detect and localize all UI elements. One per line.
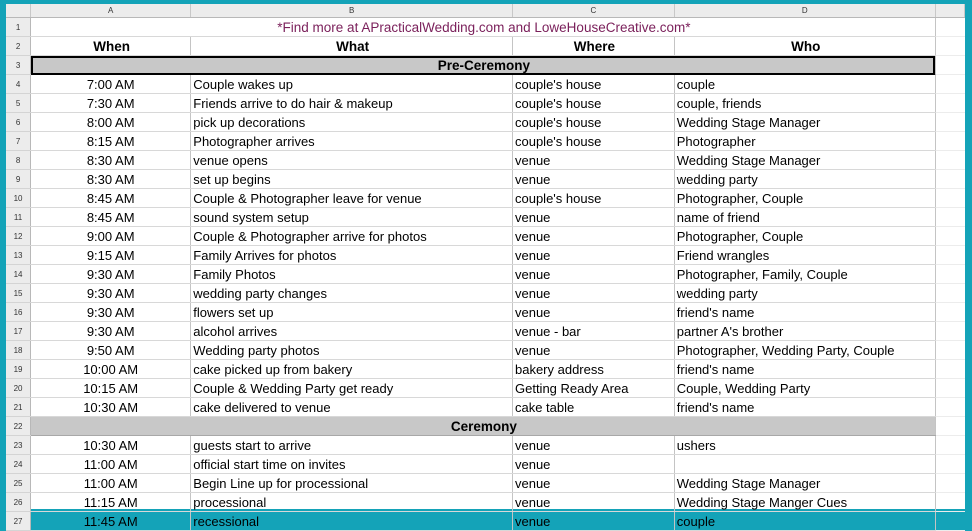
table-row xyxy=(6,436,965,455)
table-row xyxy=(6,75,965,94)
what-cell[interactable]: Begin Line up for processional xyxy=(191,474,513,493)
empty-cell[interactable] xyxy=(935,208,964,227)
row-header[interactable]: 18 xyxy=(6,341,31,360)
column-header-b[interactable]: B xyxy=(191,4,513,18)
where-cell[interactable]: venue xyxy=(512,208,674,227)
row-header[interactable]: 7 xyxy=(6,132,31,151)
who-cell[interactable]: Wedding Stage Manger Cues xyxy=(674,493,935,512)
what-cell[interactable]: Wedding party photos xyxy=(191,341,513,360)
who-cell[interactable]: wedding party xyxy=(674,284,935,303)
column-header-a[interactable]: A xyxy=(31,4,191,18)
row-header[interactable]: 4 xyxy=(6,75,31,94)
table-row xyxy=(6,474,965,493)
when-cell[interactable]: 8:00 AM xyxy=(31,113,191,132)
column-header-c[interactable]: C xyxy=(512,4,674,18)
when-cell[interactable]: 8:45 AM xyxy=(31,208,191,227)
when-cell[interactable]: 8:30 AM xyxy=(31,170,191,189)
when-cell[interactable]: 9:30 AM xyxy=(31,265,191,284)
table-row xyxy=(6,113,965,132)
row-header[interactable]: 23 xyxy=(6,436,31,455)
who-cell[interactable]: friend's name xyxy=(674,360,935,379)
empty-cell[interactable] xyxy=(935,341,964,360)
row-header[interactable]: 27 xyxy=(6,512,31,531)
where-cell[interactable]: venue xyxy=(512,284,674,303)
when-cell[interactable]: 10:00 AM xyxy=(31,360,191,379)
table-row xyxy=(6,341,965,360)
what-cell[interactable]: Photographer arrives xyxy=(191,132,513,151)
promo-cell[interactable]: *Find more at APracticalWedding.com and LoweHouseCreative.com* xyxy=(31,18,936,37)
what-cell[interactable]: Family Photos xyxy=(191,265,513,284)
who-cell[interactable]: couple xyxy=(674,75,935,94)
empty-cell[interactable] xyxy=(935,170,964,189)
empty-cell[interactable] xyxy=(935,398,964,417)
row-header[interactable]: 11 xyxy=(6,208,31,227)
table-row xyxy=(6,303,965,322)
where-cell[interactable]: venue xyxy=(512,436,674,455)
empty-cell[interactable] xyxy=(935,379,964,398)
when-cell[interactable]: 8:45 AM xyxy=(31,189,191,208)
what-cell[interactable]: guests start to arrive xyxy=(191,436,513,455)
when-cell[interactable]: 7:30 AM xyxy=(31,94,191,113)
who-cell[interactable]: partner A's brother xyxy=(674,322,935,341)
empty-cell[interactable] xyxy=(935,360,964,379)
table-row xyxy=(6,227,965,246)
table-row xyxy=(6,208,965,227)
empty-cell[interactable] xyxy=(935,436,964,455)
where-cell[interactable]: venue xyxy=(512,170,674,189)
when-cell[interactable]: 8:15 AM xyxy=(31,132,191,151)
what-cell[interactable]: wedding party changes xyxy=(191,284,513,303)
empty-cell[interactable] xyxy=(935,227,964,246)
row-header[interactable]: 6 xyxy=(6,113,31,132)
where-cell[interactable]: Getting Ready Area xyxy=(512,379,674,398)
row-header[interactable]: 1 xyxy=(6,18,31,37)
where-cell[interactable]: venue xyxy=(512,303,674,322)
table-header-row xyxy=(6,37,965,56)
row-header[interactable]: 21 xyxy=(6,398,31,417)
table-row xyxy=(6,284,965,303)
what-cell[interactable]: Couple & Wedding Party get ready xyxy=(191,379,513,398)
empty-cell[interactable] xyxy=(935,284,964,303)
column-header-e[interactable] xyxy=(935,4,964,18)
where-cell[interactable]: venue xyxy=(512,493,674,512)
where-cell[interactable]: venue xyxy=(512,455,674,474)
table-row xyxy=(6,94,965,113)
row-header[interactable]: 22 xyxy=(6,417,31,436)
when-cell[interactable]: 11:15 AM xyxy=(31,493,191,512)
spreadsheet-window xyxy=(6,4,965,529)
empty-cell[interactable] xyxy=(935,18,964,37)
what-cell[interactable]: Couple wakes up xyxy=(191,75,513,94)
when-cell[interactable]: 9:30 AM xyxy=(31,284,191,303)
where-cell[interactable]: couple's house xyxy=(512,113,674,132)
where-cell[interactable]: venue xyxy=(512,265,674,284)
table-row xyxy=(6,455,965,474)
when-cell[interactable]: 8:30 AM xyxy=(31,151,191,170)
who-cell[interactable]: Friend wrangles xyxy=(674,246,935,265)
empty-cell[interactable] xyxy=(935,265,964,284)
table-row xyxy=(6,170,965,189)
where-cell[interactable]: couple's house xyxy=(512,189,674,208)
who-cell[interactable]: wedding party xyxy=(674,170,935,189)
what-cell[interactable]: sound system setup xyxy=(191,208,513,227)
empty-cell[interactable] xyxy=(935,417,964,436)
row-header[interactable]: 8 xyxy=(6,151,31,170)
what-cell[interactable]: pick up decorations xyxy=(191,113,513,132)
when-cell[interactable]: 10:30 AM xyxy=(31,398,191,417)
where-cell[interactable]: cake table xyxy=(512,398,674,417)
who-cell[interactable]: ushers xyxy=(674,436,935,455)
who-cell[interactable]: name of friend xyxy=(674,208,935,227)
empty-cell[interactable] xyxy=(935,474,964,493)
who-cell[interactable]: Photographer, Wedding Party, Couple xyxy=(674,341,935,360)
what-cell[interactable]: Couple & Photographer arrive for photos xyxy=(191,227,513,246)
table-row xyxy=(6,360,965,379)
who-cell[interactable]: Photographer xyxy=(674,132,935,151)
row-header[interactable]: 16 xyxy=(6,303,31,322)
empty-cell[interactable] xyxy=(935,493,964,512)
what-cell[interactable]: cake picked up from bakery xyxy=(191,360,513,379)
row-header[interactable]: 3 xyxy=(6,56,31,75)
when-cell[interactable]: 9:50 AM xyxy=(31,341,191,360)
empty-cell[interactable] xyxy=(935,56,964,75)
header-who[interactable]: Who xyxy=(674,37,935,56)
where-cell[interactable]: bakery address xyxy=(512,360,674,379)
what-cell[interactable]: alcohol arrives xyxy=(191,322,513,341)
row-header[interactable]: 9 xyxy=(6,170,31,189)
who-cell[interactable]: Photographer, Couple xyxy=(674,227,935,246)
row-header[interactable]: 26 xyxy=(6,493,31,512)
empty-cell[interactable] xyxy=(935,37,964,56)
what-cell[interactable]: Friends arrive to do hair & makeup xyxy=(191,94,513,113)
header-where[interactable]: Where xyxy=(512,37,674,56)
who-cell[interactable]: Wedding Stage Manager xyxy=(674,113,935,132)
table-row xyxy=(6,246,965,265)
table-row xyxy=(6,322,965,341)
who-cell[interactable]: couple xyxy=(674,512,935,531)
where-cell[interactable]: venue xyxy=(512,474,674,493)
row-header[interactable]: 5 xyxy=(6,94,31,113)
who-cell[interactable]: Photographer, Family, Couple xyxy=(674,265,935,284)
table-row xyxy=(6,379,965,398)
when-cell[interactable]: 11:00 AM xyxy=(31,455,191,474)
column-header-row xyxy=(6,4,965,18)
section-row xyxy=(6,417,965,436)
empty-cell[interactable] xyxy=(935,303,964,322)
empty-cell[interactable] xyxy=(935,75,964,94)
table-row xyxy=(6,512,965,531)
spreadsheet-grid xyxy=(6,4,965,531)
empty-cell[interactable] xyxy=(935,512,964,531)
row-header[interactable]: 17 xyxy=(6,322,31,341)
who-cell[interactable]: friend's name xyxy=(674,398,935,417)
empty-cell[interactable] xyxy=(935,455,964,474)
when-cell[interactable]: 9:15 AM xyxy=(31,246,191,265)
where-cell[interactable]: venue - bar xyxy=(512,322,674,341)
empty-cell[interactable] xyxy=(935,94,964,113)
row-header[interactable]: 19 xyxy=(6,360,31,379)
what-cell[interactable]: venue opens xyxy=(191,151,513,170)
section-heading[interactable]: Ceremony xyxy=(31,417,936,436)
table-row xyxy=(6,189,965,208)
empty-cell[interactable] xyxy=(935,322,964,341)
row-header[interactable]: 15 xyxy=(6,284,31,303)
where-cell[interactable]: venue xyxy=(512,512,674,531)
what-cell[interactable]: Couple & Photographer leave for venue xyxy=(191,189,513,208)
table-row xyxy=(6,151,965,170)
what-cell[interactable]: Family Arrives for photos xyxy=(191,246,513,265)
who-cell[interactable]: couple, friends xyxy=(674,94,935,113)
where-cell[interactable]: couple's house xyxy=(512,75,674,94)
when-cell[interactable]: 9:00 AM xyxy=(31,227,191,246)
who-cell[interactable]: Wedding Stage Manager xyxy=(674,474,935,493)
header-what[interactable]: What xyxy=(191,37,513,56)
who-cell[interactable]: Wedding Stage Manager xyxy=(674,151,935,170)
row-header[interactable]: 10 xyxy=(6,189,31,208)
table-row xyxy=(6,493,965,512)
select-all-corner[interactable] xyxy=(6,4,31,18)
row-header[interactable]: 12 xyxy=(6,227,31,246)
what-cell[interactable]: recessional xyxy=(191,512,513,531)
table-row xyxy=(6,398,965,417)
empty-cell[interactable] xyxy=(935,189,964,208)
when-cell[interactable]: 7:00 AM xyxy=(31,75,191,94)
row-header[interactable]: 20 xyxy=(6,379,31,398)
column-header-d[interactable]: D xyxy=(674,4,935,18)
header-when[interactable]: When xyxy=(31,37,191,56)
promo-row xyxy=(6,18,965,37)
when-cell[interactable]: 9:30 AM xyxy=(31,303,191,322)
what-cell[interactable]: set up begins xyxy=(191,170,513,189)
empty-cell[interactable] xyxy=(935,151,964,170)
what-cell[interactable]: flowers set up xyxy=(191,303,513,322)
when-cell[interactable]: 10:15 AM xyxy=(31,379,191,398)
where-cell[interactable]: couple's house xyxy=(512,132,674,151)
where-cell[interactable]: venue xyxy=(512,246,674,265)
row-header[interactable]: 2 xyxy=(6,37,31,56)
what-cell[interactable]: processional xyxy=(191,493,513,512)
what-cell[interactable]: official start time on invites xyxy=(191,455,513,474)
where-cell[interactable]: venue xyxy=(512,227,674,246)
when-cell[interactable]: 9:30 AM xyxy=(31,322,191,341)
what-cell[interactable]: cake delivered to venue xyxy=(191,398,513,417)
who-cell[interactable]: Couple, Wedding Party xyxy=(674,379,935,398)
section-heading[interactable]: Pre-Ceremony xyxy=(31,56,936,75)
when-cell[interactable]: 11:00 AM xyxy=(31,474,191,493)
when-cell[interactable]: 11:45 AM xyxy=(31,512,191,531)
table-row xyxy=(6,132,965,151)
row-header[interactable]: 25 xyxy=(6,474,31,493)
where-cell[interactable]: couple's house xyxy=(512,94,674,113)
when-cell[interactable]: 10:30 AM xyxy=(31,436,191,455)
who-cell[interactable]: friend's name xyxy=(674,303,935,322)
row-header[interactable]: 24 xyxy=(6,455,31,474)
table-row xyxy=(6,265,965,284)
empty-cell[interactable] xyxy=(935,113,964,132)
where-cell[interactable]: venue xyxy=(512,151,674,170)
row-header[interactable]: 13 xyxy=(6,246,31,265)
empty-cell[interactable] xyxy=(935,132,964,151)
section-row xyxy=(6,56,965,75)
who-cell[interactable]: Photographer, Couple xyxy=(674,189,935,208)
row-header[interactable]: 14 xyxy=(6,265,31,284)
who-cell[interactable] xyxy=(674,455,935,474)
empty-cell[interactable] xyxy=(935,246,964,265)
where-cell[interactable]: venue xyxy=(512,341,674,360)
